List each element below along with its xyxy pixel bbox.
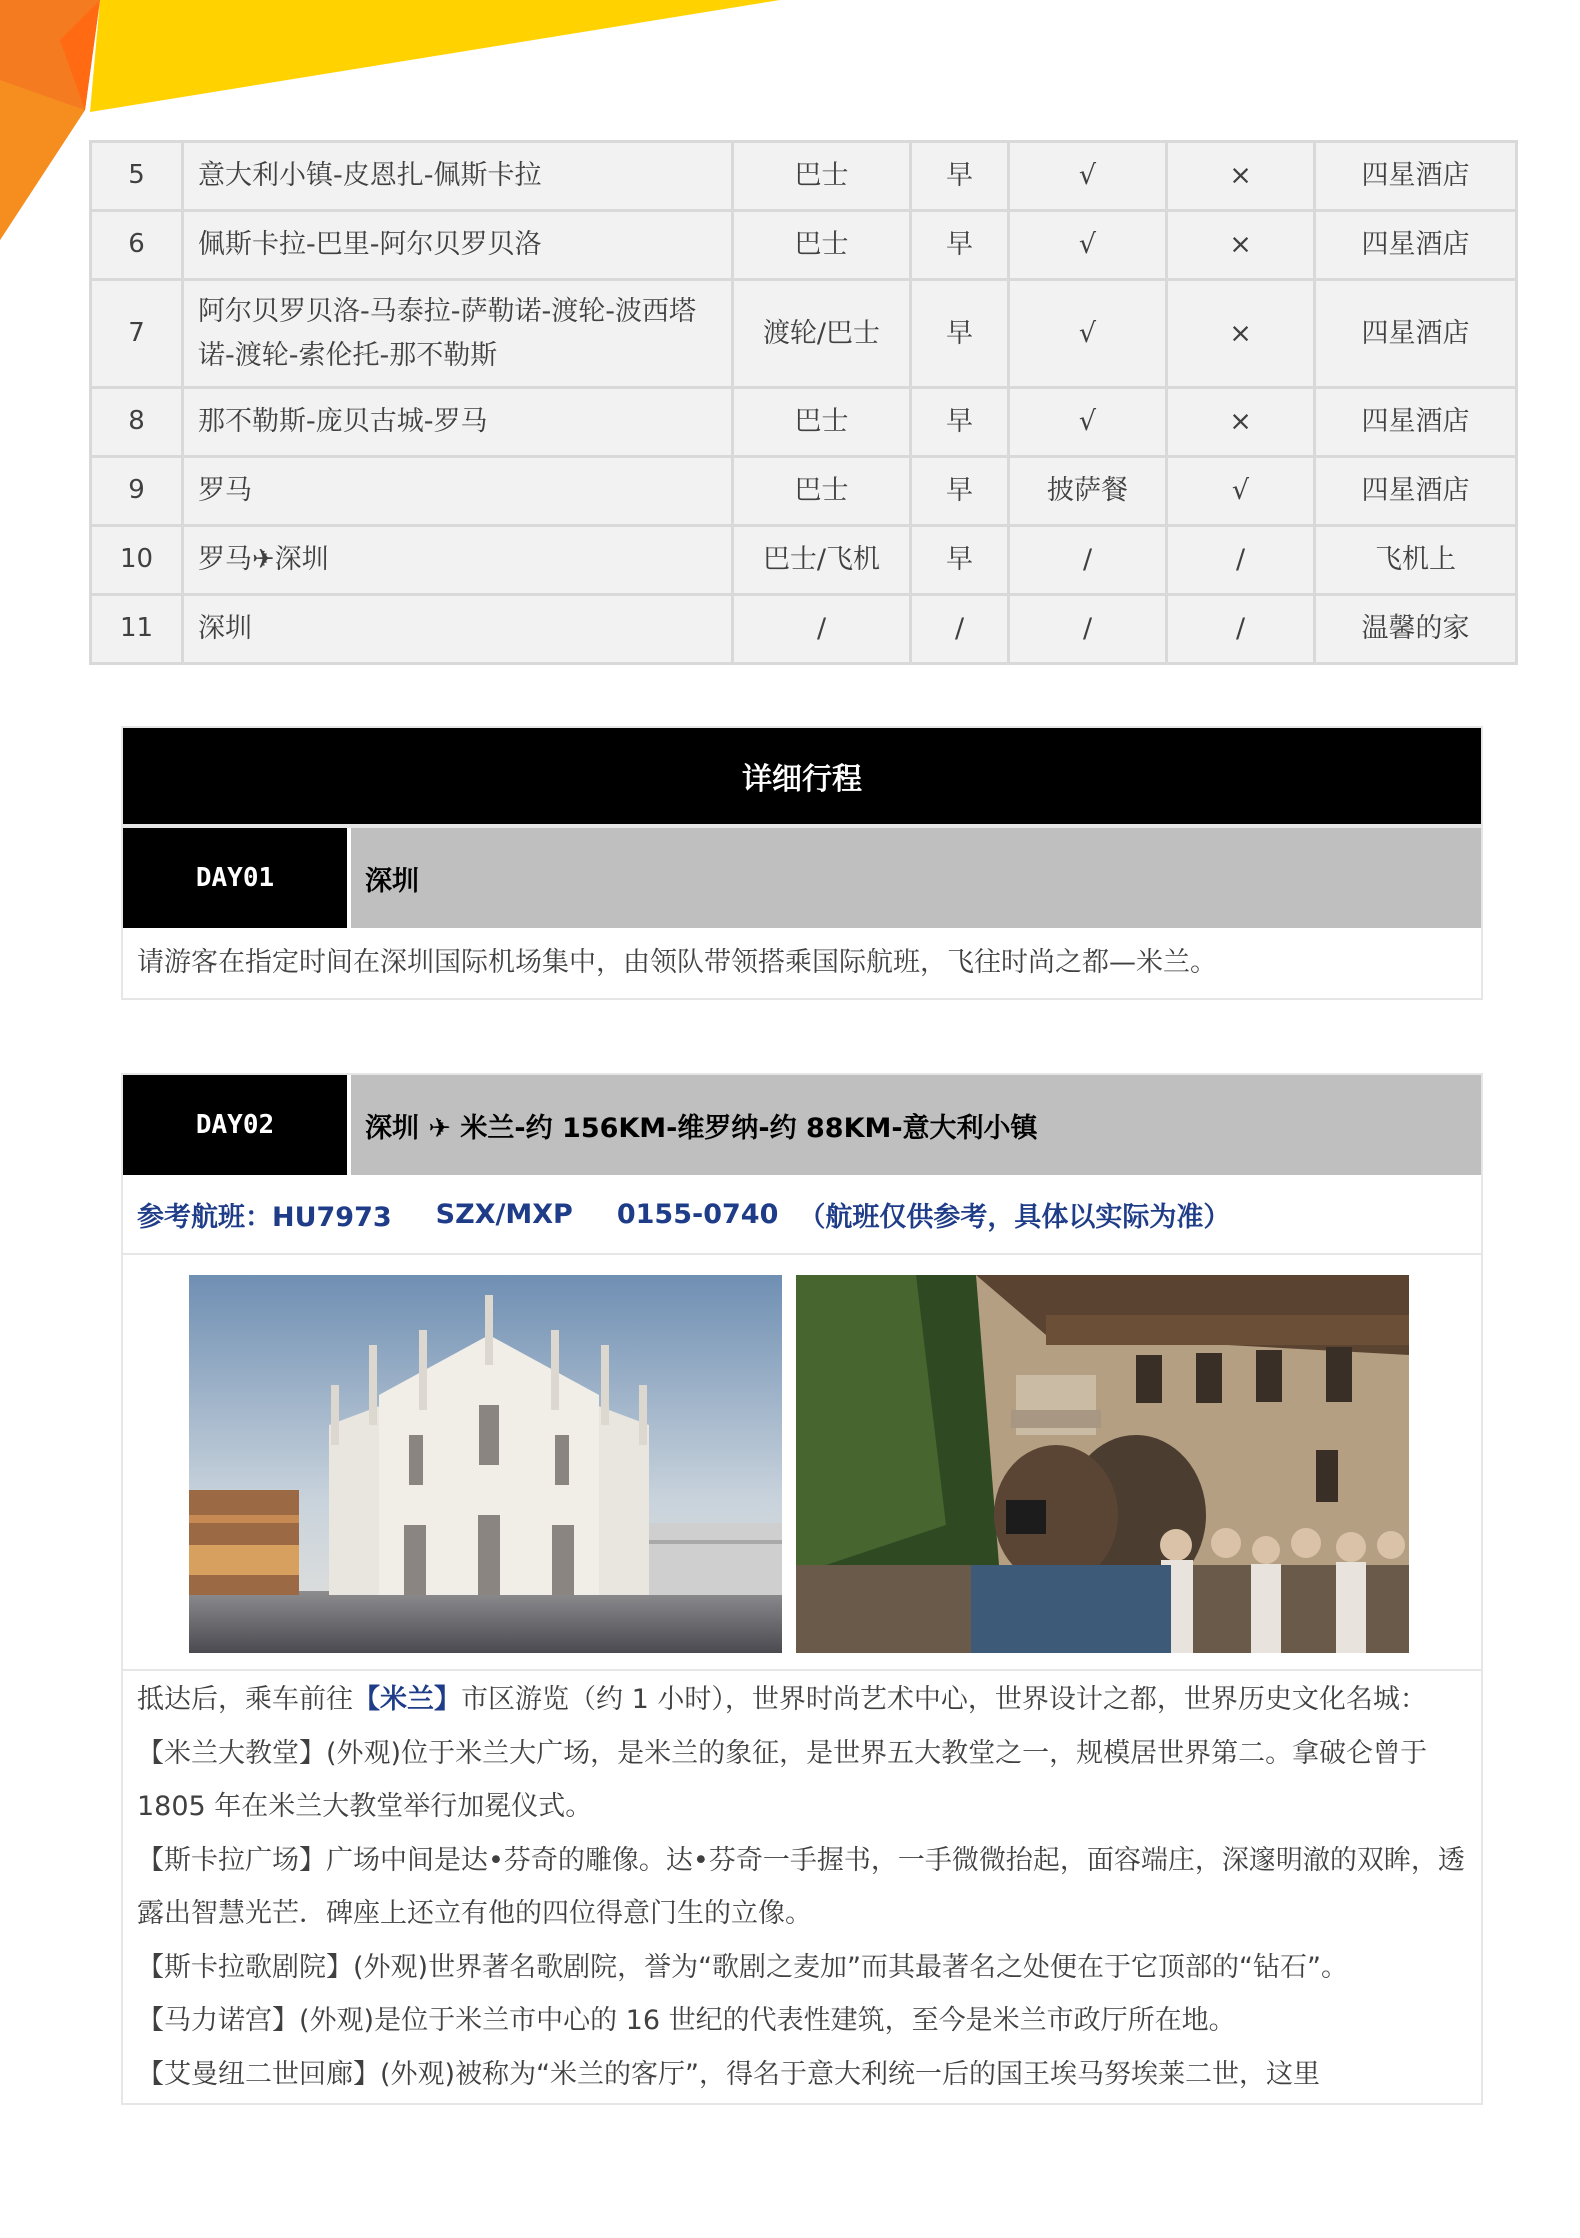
day-cell: 6	[91, 211, 183, 280]
milan-intro: 抵达后，乘车前往【米兰】市区游览（约 1 小时），世界时尚艺术中心，世界设计之都，世界历史文化名城：	[137, 1684, 1427, 1715]
hotel-cell: 四星酒店	[1315, 388, 1517, 457]
day-cell: 7	[91, 280, 183, 388]
route-cell: 罗马✈深圳	[183, 526, 733, 595]
breakfast-cell: /	[911, 595, 1009, 664]
lunch-cell: √	[1009, 142, 1167, 211]
breakfast-cell: 早	[911, 211, 1009, 280]
day01-title: 深圳	[351, 828, 1481, 928]
breakfast-cell: 早	[911, 388, 1009, 457]
hotel-cell: 温馨的家	[1315, 595, 1517, 664]
day-cell: 9	[91, 457, 183, 526]
day-cell: 8	[91, 388, 183, 457]
transport-cell: 渡轮/巴士	[733, 280, 911, 388]
table-row	[91, 388, 1517, 457]
day02-description	[123, 1671, 1481, 2103]
day-cell: 10	[91, 526, 183, 595]
transport-cell: 巴士	[733, 142, 911, 211]
flight-number: 参考航班：HU7973	[137, 1201, 392, 1233]
breakfast-cell: 早	[911, 280, 1009, 388]
day01-block	[121, 826, 1483, 1000]
itinerary-table	[89, 140, 1518, 665]
table-row	[91, 457, 1517, 526]
paragraph-milan-cathedral: 【米兰大教堂】(外观)位于米兰大广场，是米兰的象征，是世界五大教堂之一，规模居世界第二。拿破仑曾于 1805 年在米兰大教堂举行加冕仪式。	[137, 1737, 1428, 1822]
paragraph-palazzo-marino: 【马力诺宫】(外观)是位于米兰市中心的 16 世纪的代表性建筑，至今是米兰市政厅所在地。	[137, 2005, 1236, 2036]
transport-cell: 巴士	[733, 211, 911, 280]
transport-cell: 巴士	[733, 388, 911, 457]
lunch-cell: /	[1009, 526, 1167, 595]
dinner-cell: √	[1167, 457, 1315, 526]
table-row	[91, 595, 1517, 664]
milan-highlight: 【米兰】	[353, 1684, 461, 1715]
juliet-balcony-photo	[796, 1275, 1409, 1653]
lunch-cell: √	[1009, 280, 1167, 388]
flight-note: （航班仅供参考，具体以实际为准）	[798, 1201, 1231, 1233]
transport-cell: 巴士/飞机	[733, 526, 911, 595]
table-row	[91, 142, 1517, 211]
day-cell: 5	[91, 142, 183, 211]
transport-cell: 巴士	[733, 457, 911, 526]
lunch-cell: √	[1009, 211, 1167, 280]
flight-time: 0155-0740	[616, 1198, 779, 1230]
dinner-cell: ×	[1167, 388, 1315, 457]
breakfast-cell: 早	[911, 526, 1009, 595]
lunch-cell: √	[1009, 388, 1167, 457]
paragraph-scala-square: 【斯卡拉广场】广场中间是达•芬奇的雕像。达•芬奇一手握书，一手微微抬起，面容端庄，深邃明澈的双眸，透露出智慧光芒．碑座上还立有他的四位得意门生的立像。	[137, 1844, 1465, 1929]
milan-cathedral-photo	[189, 1275, 782, 1653]
hotel-cell: 四星酒店	[1315, 211, 1517, 280]
dinner-cell: ×	[1167, 142, 1315, 211]
hotel-cell: 四星酒店	[1315, 142, 1517, 211]
route-cell: 深圳	[183, 595, 733, 664]
table-row	[91, 526, 1517, 595]
route-cell: 佩斯卡拉-巴里-阿尔贝罗贝洛	[183, 211, 733, 280]
day02-title: 深圳 ✈ 米兰-约 156KM-维罗纳-约 88KM-意大利小镇	[351, 1075, 1481, 1175]
day-cell: 11	[91, 595, 183, 664]
lunch-cell: 披萨餐	[1009, 457, 1167, 526]
transport-cell: /	[733, 595, 911, 664]
dinner-cell: /	[1167, 526, 1315, 595]
route-cell: 那不勒斯-庞贝古城-罗马	[183, 388, 733, 457]
route-cell: 阿尔贝罗贝洛-马泰拉-萨勒诺-渡轮-波西塔诺-渡轮-索伦托-那不勒斯	[183, 280, 733, 388]
flight-route: SZX/MXP	[435, 1198, 573, 1230]
table-row	[91, 280, 1517, 388]
lunch-cell: /	[1009, 595, 1167, 664]
day02-label: DAY02	[123, 1075, 351, 1175]
hotel-cell: 四星酒店	[1315, 457, 1517, 526]
day02-block	[121, 1073, 1483, 2105]
dinner-cell: ×	[1167, 280, 1315, 388]
flight-info	[123, 1175, 1481, 1255]
photo-row	[123, 1255, 1481, 1671]
hotel-cell: 飞机上	[1315, 526, 1517, 595]
section-title: 详细行程	[742, 762, 862, 797]
breakfast-cell: 早	[911, 142, 1009, 211]
route-cell: 意大利小镇-皮恩扎-佩斯卡拉	[183, 142, 733, 211]
dinner-cell: /	[1167, 595, 1315, 664]
hotel-cell: 四星酒店	[1315, 280, 1517, 388]
breakfast-cell: 早	[911, 457, 1009, 526]
route-cell: 罗马	[183, 457, 733, 526]
dinner-cell: ×	[1167, 211, 1315, 280]
paragraph-galleria: 【艾曼纽二世回廊】(外观)被称为“米兰的客厅”，得名于意大利统一后的国王埃马努埃莱二世，这里	[137, 2058, 1321, 2090]
paragraph-scala-opera: 【斯卡拉歌剧院】(外观)世界著名歌剧院，誉为“歌剧之麦加”而其最著名之处便在于它顶部的“钻石”。	[137, 1951, 1349, 1983]
table-row	[91, 211, 1517, 280]
day01-description: 请游客在指定时间在深圳国际机场集中，由领队带领搭乘国际航班，飞往时尚之都—米兰。	[137, 947, 1217, 978]
section-header	[121, 726, 1483, 826]
day01-label: DAY01	[123, 828, 351, 928]
